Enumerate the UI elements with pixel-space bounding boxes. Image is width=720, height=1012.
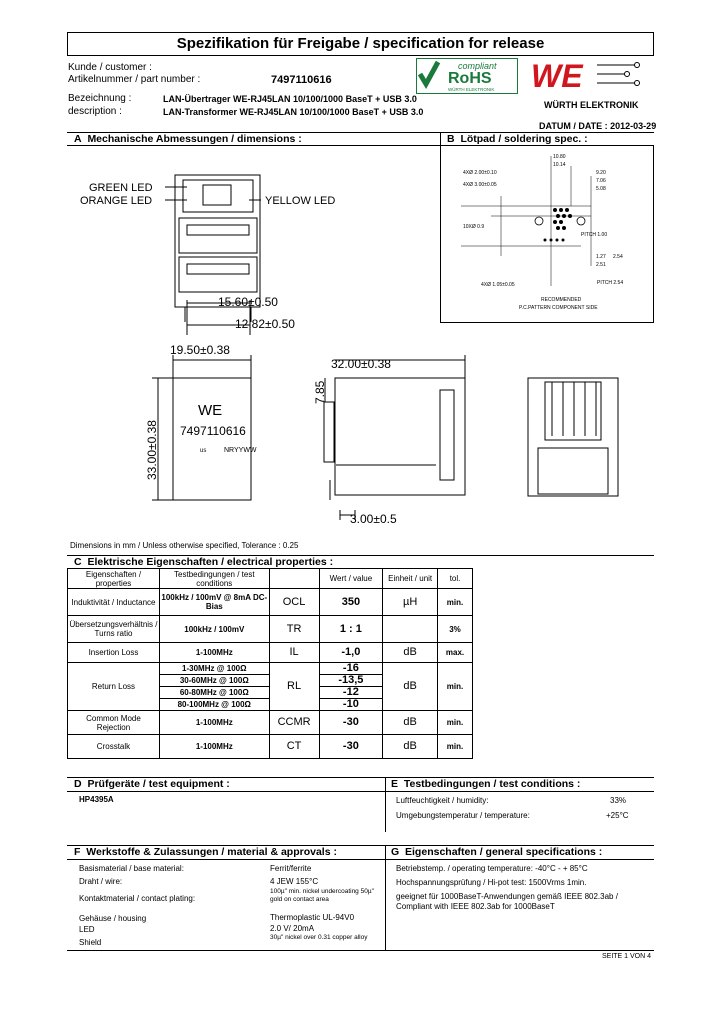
section-e-heading: E Testbedingungen / test conditions : bbox=[391, 778, 581, 790]
section-g-heading: G Eigenschaften / general specifications : bbox=[391, 846, 603, 858]
face-pn-text: 7497110616 bbox=[180, 424, 246, 438]
section-b-heading: B Lötpad / soldering spec. : bbox=[447, 133, 588, 145]
table-row-return-loss: Return Loss 1-30MHz @ 100Ω RL -16 dB min. bbox=[68, 663, 473, 675]
header-unit: Einheit / unit bbox=[383, 569, 438, 589]
description-label: description : bbox=[68, 106, 122, 117]
temperature-label: Umgebungstemperatur / temperature: bbox=[396, 811, 530, 820]
partnumber-value: 7497110616 bbox=[271, 74, 332, 86]
pad-dim-1080: 10.80 bbox=[553, 154, 566, 160]
pad-dim-706: 7.06 bbox=[596, 178, 606, 184]
table-row-return-loss-4: 80-100MHz @ 100Ω -10 bbox=[68, 699, 473, 711]
section-f-heading: F Werkstoffe & Zulassungen / material & approvals : bbox=[74, 846, 337, 858]
rohs-main-text: RoHS bbox=[448, 70, 492, 87]
pad-hole-105: 4XØ 1.05±0.05 bbox=[481, 282, 515, 288]
pad-dim-127: 1.27 bbox=[596, 254, 606, 260]
dim-3-00: 3.00±0.5 bbox=[350, 512, 397, 526]
header-conditions: Testbedingungen / test conditions bbox=[159, 569, 269, 589]
material-contact-label: Kontaktmaterial / contact plating: bbox=[79, 894, 196, 903]
yellow-led-label: YELLOW LED bbox=[265, 195, 336, 207]
section-c-heading: C Elektrische Eigenschaften / electrical properties : bbox=[74, 556, 334, 568]
we-name: WÜRTH ELEKTRONIK bbox=[544, 100, 639, 110]
face-we-text: WE bbox=[198, 402, 223, 419]
rohs-top-text: compliant bbox=[458, 61, 497, 71]
material-base-value: Ferrit/ferrite bbox=[270, 864, 312, 873]
humidity-label: Luftfeuchtigkeit / humidity: bbox=[396, 796, 489, 805]
designation-value: LAN-Übertrager WE-RJ45LAN 10/100/1000 BaseT + USB 3.0 bbox=[163, 94, 417, 104]
dim-33-00: 33.00±0.38 bbox=[145, 420, 159, 480]
material-shield-label: Shield bbox=[79, 938, 102, 947]
general-compliance-de: geeignet für 1000BaseT-Anwendungen gemäß IEEE 802.3ab / bbox=[396, 892, 618, 901]
table-row-return-loss-2: 30-60MHz @ 100Ω -13,5 bbox=[68, 675, 473, 687]
face-us-text: us bbox=[200, 448, 207, 454]
dim-7-85: 7.85 bbox=[313, 380, 327, 404]
green-led-label: GREEN LED bbox=[89, 182, 153, 194]
dim-15-60: 15.60±0.50 bbox=[218, 295, 278, 309]
front-view-drawing bbox=[75, 160, 440, 350]
pad-hole-200: 4XØ 2.00±0.10 bbox=[463, 170, 497, 176]
material-base-label: Basismaterial / base material: bbox=[79, 864, 184, 873]
general-compliance-en: Compliant with IEEE 802.3ab for 1000BaseT bbox=[396, 902, 555, 911]
pad-recommended: RECOMMENDED bbox=[541, 297, 582, 303]
rohs-logo bbox=[416, 58, 518, 94]
test-equipment-value: HP4395A bbox=[79, 795, 114, 804]
material-housing-label: Gehäuse / housing bbox=[79, 914, 147, 923]
header-value: Wert / value bbox=[319, 569, 383, 589]
pad-hole-09: 10XØ 0.9 bbox=[463, 224, 485, 230]
table-row-inductance: Induktivität / Inductance 100kHz / 100mV @ 8mA DC-Bias OCL 350 µH min. bbox=[68, 589, 473, 616]
page-footer: SEITE 1 VON 4 bbox=[602, 953, 652, 960]
pad-layout-panel bbox=[440, 145, 654, 323]
general-operating-temp: Betriebstemp. / operating temperature: -40°C - + 85°C bbox=[396, 864, 588, 873]
pad-dim-254: 2.54 bbox=[613, 254, 623, 260]
side-views-drawing bbox=[140, 340, 660, 540]
dim-32-00: 32.00±0.38 bbox=[331, 357, 391, 371]
customer-label: Kunde / customer : bbox=[68, 62, 152, 73]
electrical-properties-table bbox=[67, 568, 473, 759]
pad-pitch-100: PITCH 1.00 bbox=[581, 232, 608, 238]
rohs-sub-text: WÜRTH ELEKTRONIK bbox=[448, 87, 495, 92]
header-tol: tol. bbox=[438, 569, 473, 589]
document-title: Spezifikation für Freigabe / specification for release bbox=[67, 32, 654, 56]
section-a-heading: A Mechanische Abmessungen / dimensions : bbox=[74, 133, 302, 145]
pad-pitch-254: PITCH 2.54 bbox=[597, 280, 624, 286]
table-row-crosstalk: Crosstalk 1-100MHz CT -30 dB min. bbox=[68, 735, 473, 759]
material-led-value: 2.0 V/ 20mA bbox=[270, 924, 315, 933]
material-housing-value: Thermoplastic UL-94V0 bbox=[270, 913, 355, 922]
pad-pcb-pattern: P.C.PATTERN COMPONENT SIDE bbox=[519, 305, 598, 311]
we-logo bbox=[527, 55, 653, 113]
we-mark: WE bbox=[531, 58, 583, 94]
header-properties: Eigenschaften / properties bbox=[68, 569, 160, 589]
dim-12-82: 12.82±0.50 bbox=[235, 317, 295, 331]
pad-dim-508: 5.08 bbox=[596, 186, 606, 192]
temperature-value: +25°C bbox=[606, 811, 629, 820]
pad-dim-1014: 10.14 bbox=[553, 162, 566, 168]
description-value: LAN-Transformer WE-RJ45LAN 10/100/1000 BaseT + USB 3.0 bbox=[163, 107, 424, 117]
partnumber-label: Artikelnummer / part number : bbox=[68, 74, 201, 85]
material-wire-label: Draht / wire: bbox=[79, 877, 123, 886]
table-row-turns-ratio: Übersetzungsverhältnis / Turns ratio 100kHz / 100mV TR 1 : 1 3% bbox=[68, 616, 473, 643]
material-wire-value: 4 JEW 155°C bbox=[270, 877, 319, 886]
material-led-label: LED bbox=[79, 925, 95, 934]
general-hipot: Hochspannungsprüfung / Hi-pot test: 1500Vrms 1min. bbox=[396, 878, 587, 887]
material-shield-value: 30µ" nickel over 0.31 copper alloy bbox=[270, 934, 368, 941]
section-d-heading: D Prüfgeräte / test equipment : bbox=[74, 778, 230, 790]
header-symbol bbox=[269, 569, 319, 589]
orange-led-label: ORANGE LED bbox=[80, 195, 153, 207]
pad-dim-920: 9.20 bbox=[596, 170, 606, 176]
date-value: DATUM / DATE : 2012-03-29 bbox=[539, 121, 657, 131]
dim-19-50: 19.50±0.38 bbox=[170, 343, 230, 357]
table-row-insertion-loss: Insertion Loss 1-100MHz IL -1,0 dB max. bbox=[68, 643, 473, 663]
pad-dim-251: 2.51 bbox=[596, 262, 606, 268]
table-header-row bbox=[68, 569, 473, 589]
table-row-ccmr: Common Mode Rejection 1-100MHz CCMR -30 dB min. bbox=[68, 711, 473, 735]
table-row-return-loss-3: 60-80MHz @ 100Ω -12 bbox=[68, 687, 473, 699]
humidity-value: 33% bbox=[610, 796, 627, 805]
designation-label: Bezeichnung : bbox=[68, 93, 132, 104]
material-contact-value: 100µ" min. nickel undercoating 50µ" gold on contact area bbox=[270, 888, 374, 903]
face-date-text: NRYYWW bbox=[224, 447, 257, 454]
pad-hole-300: 4XØ 3.00±0.05 bbox=[463, 182, 497, 188]
dimension-note: Dimensions in mm / Unless otherwise specified, Tolerance : 0.25 bbox=[70, 541, 299, 550]
